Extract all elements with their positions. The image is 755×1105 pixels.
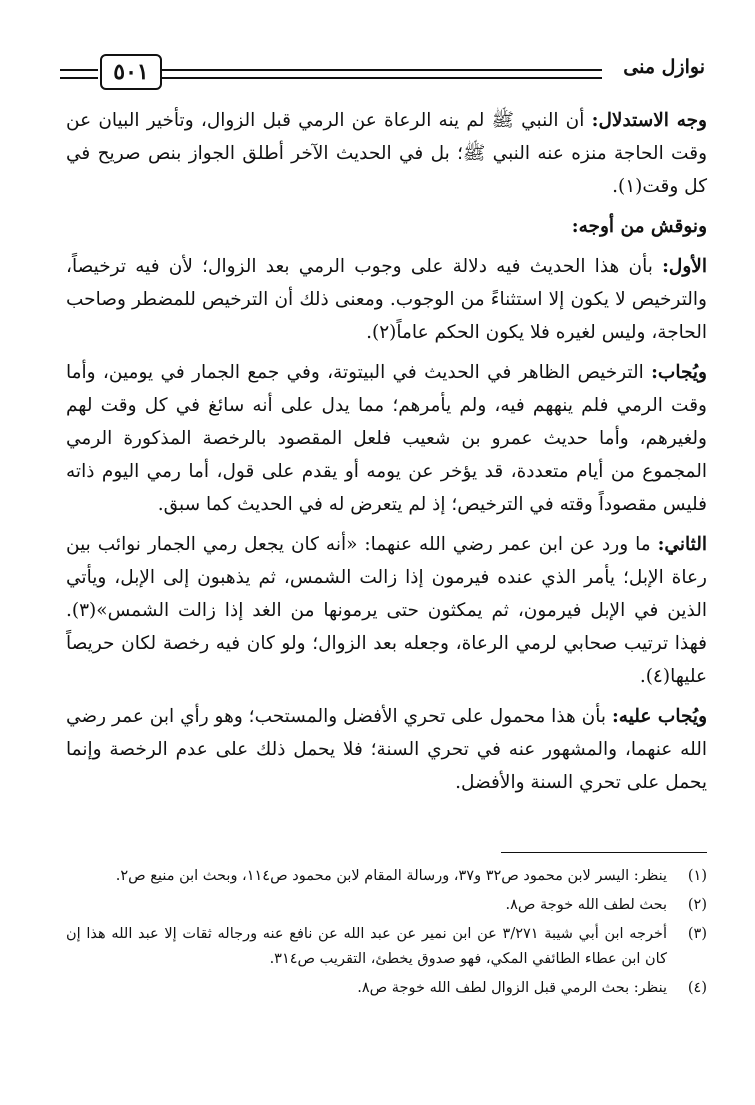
text-first: بأن هذا الحديث فيه دلالة على وجوب الرمي بعد الزوال؛ لأن فيه ترخيصاً، والترخيص لا يكون إلا استثناءً من الوجوب. ومعنى ذلك أن الترخيص للمضطر وصاحب الحاجة، وليس لغيره فلا يكون الحكم عاماً(٢). [66, 256, 707, 343]
paragraph-second [66, 528, 707, 693]
lead-answer-second: ويُجاب عليه: [611, 706, 708, 727]
footnote-item [66, 864, 707, 889]
text-evidence: أن النبي ﷺ لم ينه الرعاة عن الرمي قبل الزوال، وتأخير البيان عن وقت الحاجة منزه عنه النبي ﷺ؛ بل في الحديث الآخر أطلق الجواز بنص صريح في كل وقت(١). [66, 110, 707, 197]
lead-discussion: ونوقش من أوجه: [571, 216, 707, 237]
footnote-separator [501, 852, 707, 853]
header-rule-left [60, 69, 98, 79]
paragraph-answer-second [66, 700, 707, 799]
footnote-number: (٣) [687, 926, 707, 942]
footnote-number: (٢) [687, 897, 707, 913]
text-answer-first: الترخيص الظاهر في الحديث في البيتوتة، وفي جمع الجمار في يومين، وأما وقت الرمي فلم ينههم فيه، ولم يأمرهم؛ مما يدل على أنه سائغ في كل وقت لهم ولغيرهم، وأما حديث عمرو بن شعيب فلعل المقصود بالرخصة المذكورة الرمي المجموع من أيام متعددة، قد يؤخر عن يومه أو يقدم على قول، أما رمي اليوم ذاته فليس مقصوداً وقته في الترخيص؛ إذ لم يتعرض له في الحديث كما سبق. [66, 362, 707, 515]
page-number: ٥٠١ [100, 54, 162, 90]
page-header [60, 52, 705, 92]
text-second: ما ورد عن ابن عمر رضي الله عنهما: «أنه كان يجعل رمي الجمار نوائب بين رعاة الإبل؛ يأمر الذي عنده فيرمون إذا زالت الشمس، ثم يذهبون إلى الإبل، ويأتي الذين في الإبل فيرمون، ثم يمكثون حتى يرمونها من الغد إذا زالت الشمس»(٣). فهذا ترتيب صحابي لرمي الرعاة، وجعله بعد الزوال؛ ولو كان فيه رخصة لكان حريصاً عليها(٤). [66, 534, 707, 687]
main-text [66, 104, 707, 806]
footnote-number: (١) [687, 868, 707, 884]
footnote-text: أخرجه ابن أبي شيبة ٣/٢٧١ عن ابن نمير عن عبد الله عن نافع عنه ورجاله ثقات إلا عبد الله هذا إن كان ابن عطاء الطائفي المكي، فهو صدوق يخطئ، التقريب ص٣١٤. [66, 926, 667, 967]
header-rule-right [162, 69, 602, 79]
paragraph-answer-first [66, 356, 707, 521]
footnote-item [66, 893, 707, 918]
lead-first: الأول: [662, 256, 707, 277]
footnotes [66, 864, 707, 1005]
footnote-text: بحث لطف الله خوجة ص٨. [505, 897, 667, 913]
footnote-text: ينظر: اليسر لابن محمود ص٣٢ و٣٧، ورسالة المقام لابن محمود ص١١٤، وبحث ابن منيع ص٢. [115, 868, 667, 884]
running-title: نوازل منى [623, 56, 705, 78]
lead-second: الثاني: [657, 534, 707, 555]
footnote-item [66, 922, 707, 972]
lead-answer-first: ويُجاب: [651, 362, 707, 383]
lead-evidence: وجه الاستدلال: [591, 110, 707, 131]
paragraph-evidence [66, 104, 707, 203]
footnote-number: (٤) [687, 980, 707, 996]
footnote-text: ينظر: بحث الرمي قبل الزوال لطف الله خوجة ص٨. [357, 980, 667, 996]
paragraph-first [66, 250, 707, 349]
footnote-item [66, 976, 707, 1001]
text-answer-second: بأن هذا محمول على تحري الأفضل والمستحب؛ وهو رأي ابن عمر رضي الله عنهما، والمشهور عنه في تحري السنة؛ فلا يحمل ذلك على عدم الرخصة وإنما يحمل على تحري السنة والأفضل. [66, 706, 707, 793]
paragraph-discussion-heading [66, 210, 707, 243]
